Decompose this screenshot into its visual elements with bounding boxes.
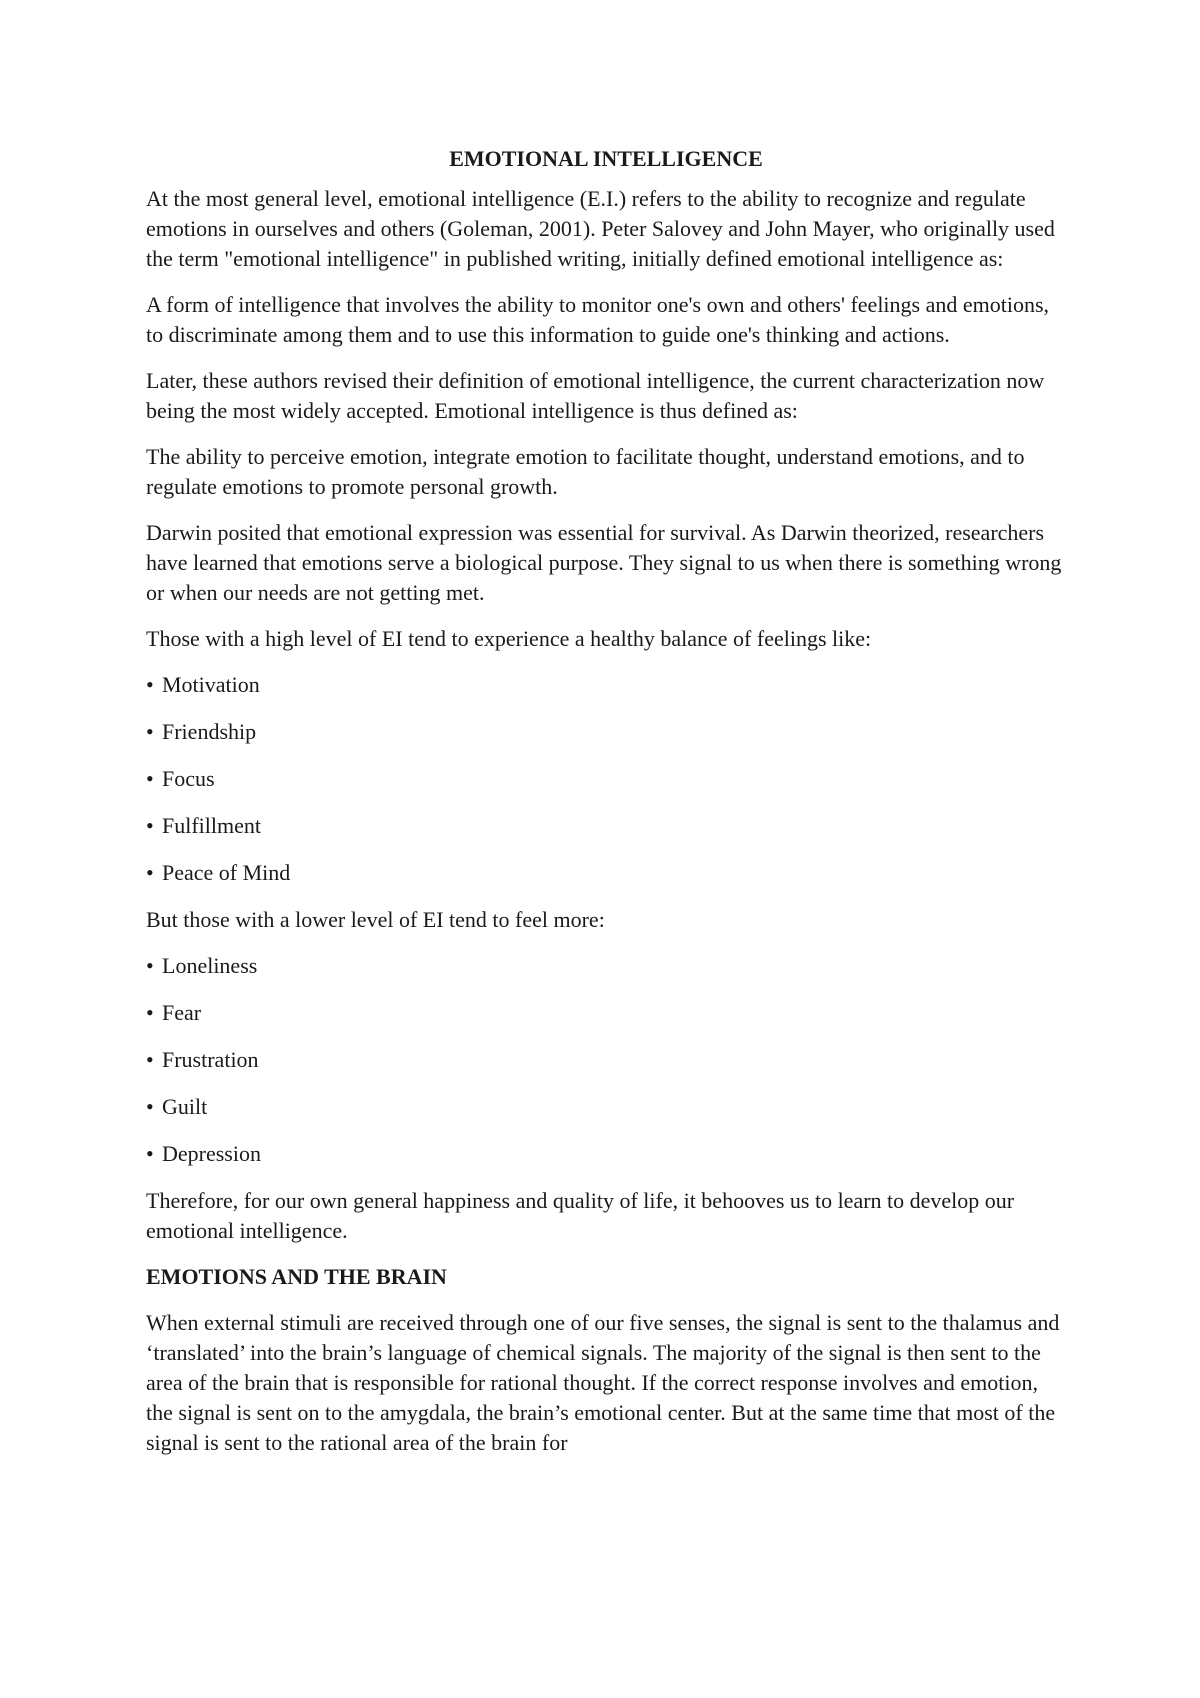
- paragraph-darwin: Darwin posited that emotional expression was essential for survival. As Darwin theorized, researchers have learned that emotions serve a biological purpose. They signal to us when there is something wrong or when our needs are not getting met.: [146, 520, 1062, 605]
- paragraph-conclusion: Therefore, for our own general happiness and quality of life, it behooves us to learn to develop our emotional intelligence.: [146, 1188, 1015, 1243]
- list-item: • Friendship: [146, 717, 1066, 747]
- paragraph-revision: Later, these authors revised their definition of emotional intelligence, the current characterization now being the most widely accepted. Emotional intelligence is thus defined as:: [146, 368, 1045, 423]
- paragraph-high-ei: Those with a high level of EI tend to experience a healthy balance of feelings like:: [146, 626, 872, 651]
- list-item: • Guilt: [146, 1092, 1066, 1122]
- high-ei-list: [146, 670, 1066, 888]
- paragraph-brain: When external stimuli are received through one of our five senses, the signal is sent to the thalamus and ‘translated’ into the brain’s language of chemical signals. The majority of the signal is then sent to the area of the brain that is responsible for rational thought. If the correct response involves and emotion, the signal is sent on to the amygdala, the brain’s emotional center. But at the same time that most of the signal is sent to the rational area of the brain for: [146, 1310, 1060, 1455]
- section-heading: EMOTIONS AND THE BRAIN: [146, 1264, 447, 1289]
- document-body: [146, 144, 1066, 1474]
- bullet-marker: •: [146, 1141, 154, 1166]
- list-item: • Fulfillment: [146, 811, 1066, 841]
- bullet-marker: •: [146, 672, 154, 697]
- paragraph-low-ei: But those with a lower level of EI tend to feel more:: [146, 907, 605, 932]
- list-item: • Loneliness: [146, 951, 1066, 981]
- bullet-marker: •: [146, 719, 154, 744]
- bullet-marker: •: [146, 860, 154, 885]
- list-item: • Focus: [146, 764, 1066, 794]
- bullet-marker: •: [146, 813, 154, 838]
- bullet-marker: •: [146, 1000, 154, 1025]
- list-item: • Peace of Mind: [146, 858, 1066, 888]
- bullet-marker: •: [146, 766, 154, 791]
- document-title: EMOTIONAL INTELLIGENCE: [449, 146, 763, 171]
- bullet-marker: •: [146, 953, 154, 978]
- paragraph-intro: At the most general level, emotional intelligence (E.I.) refers to the ability to recognize and regulate emotions in ourselves and others (Goleman, 2001). Peter Salovey and John Mayer, who originally used the term "emotional intelligence" in published writing, initially defined emotional intelligence as:: [146, 186, 1055, 271]
- low-ei-list: [146, 951, 1066, 1169]
- bullet-marker: •: [146, 1094, 154, 1119]
- list-item: • Depression: [146, 1139, 1066, 1169]
- bullet-marker: •: [146, 1047, 154, 1072]
- paragraph-definition-current: The ability to perceive emotion, integrate emotion to facilitate thought, understand emotions, and to regulate emotions to promote personal growth.: [146, 444, 1025, 499]
- list-item: • Fear: [146, 998, 1066, 1028]
- paragraph-definition-original: A form of intelligence that involves the ability to monitor one's own and others' feelings and emotions, to discriminate among them and to use this information to guide one's thinking and actions.: [146, 292, 1050, 347]
- list-item: • Frustration: [146, 1045, 1066, 1075]
- list-item: • Motivation: [146, 670, 1066, 700]
